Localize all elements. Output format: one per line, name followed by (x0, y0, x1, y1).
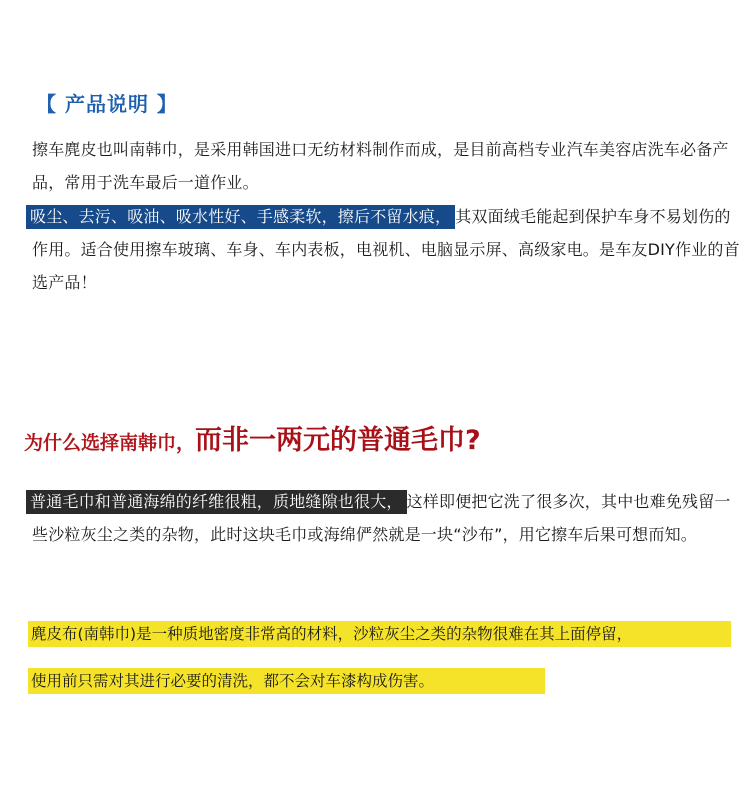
why-body: 这样即便把它洗了很多次，其中也难免残留一些沙粒灰尘之类的杂物，此时这块毛巾或海绵俨然就是一块“沙布”，用它擦车后果可想而知。 (32, 492, 731, 544)
features-highlight: 吸尘、去污、吸油、吸水性好、手感柔软，擦后不留水痕， (26, 205, 455, 229)
why-title-big: 而非一两元的普通毛巾? (195, 425, 481, 456)
why-highlight: 普通毛巾和普通海绵的纤维很粗，质地缝隙也很大， (26, 490, 407, 514)
product-description-title: 【 产品说明 】 (36, 92, 178, 116)
why-explanation-paragraph (32, 485, 744, 551)
product-intro-paragraph: 擦车麂皮也叫南韩巾，是采用韩国进口无纺材料制作而成，是目前高档专业汽车美容店洗车必备产品，常用于洗车最后一道作业。 (32, 140, 729, 192)
features-body: 其双面绒毛能起到保护车身不易划伤的作用。适合使用擦车玻璃、车身、车内表板，电视机、电脑显示屏、高级家电。是车友DIY作业的首选产品！ (32, 207, 740, 292)
why-title-small: 为什么选择南韩巾， (24, 432, 196, 454)
why-choose-title (24, 418, 481, 457)
chamois-benefit-line-2: 使用前只需对其进行必要的清洗，都不会对车漆构成伤害。 (28, 668, 545, 694)
product-features-paragraph (32, 200, 744, 299)
chamois-benefit-line-1: 麂皮布(南韩巾)是一种质地密度非常高的材料，沙粒灰尘之类的杂物很难在其上面停留， (28, 621, 731, 647)
